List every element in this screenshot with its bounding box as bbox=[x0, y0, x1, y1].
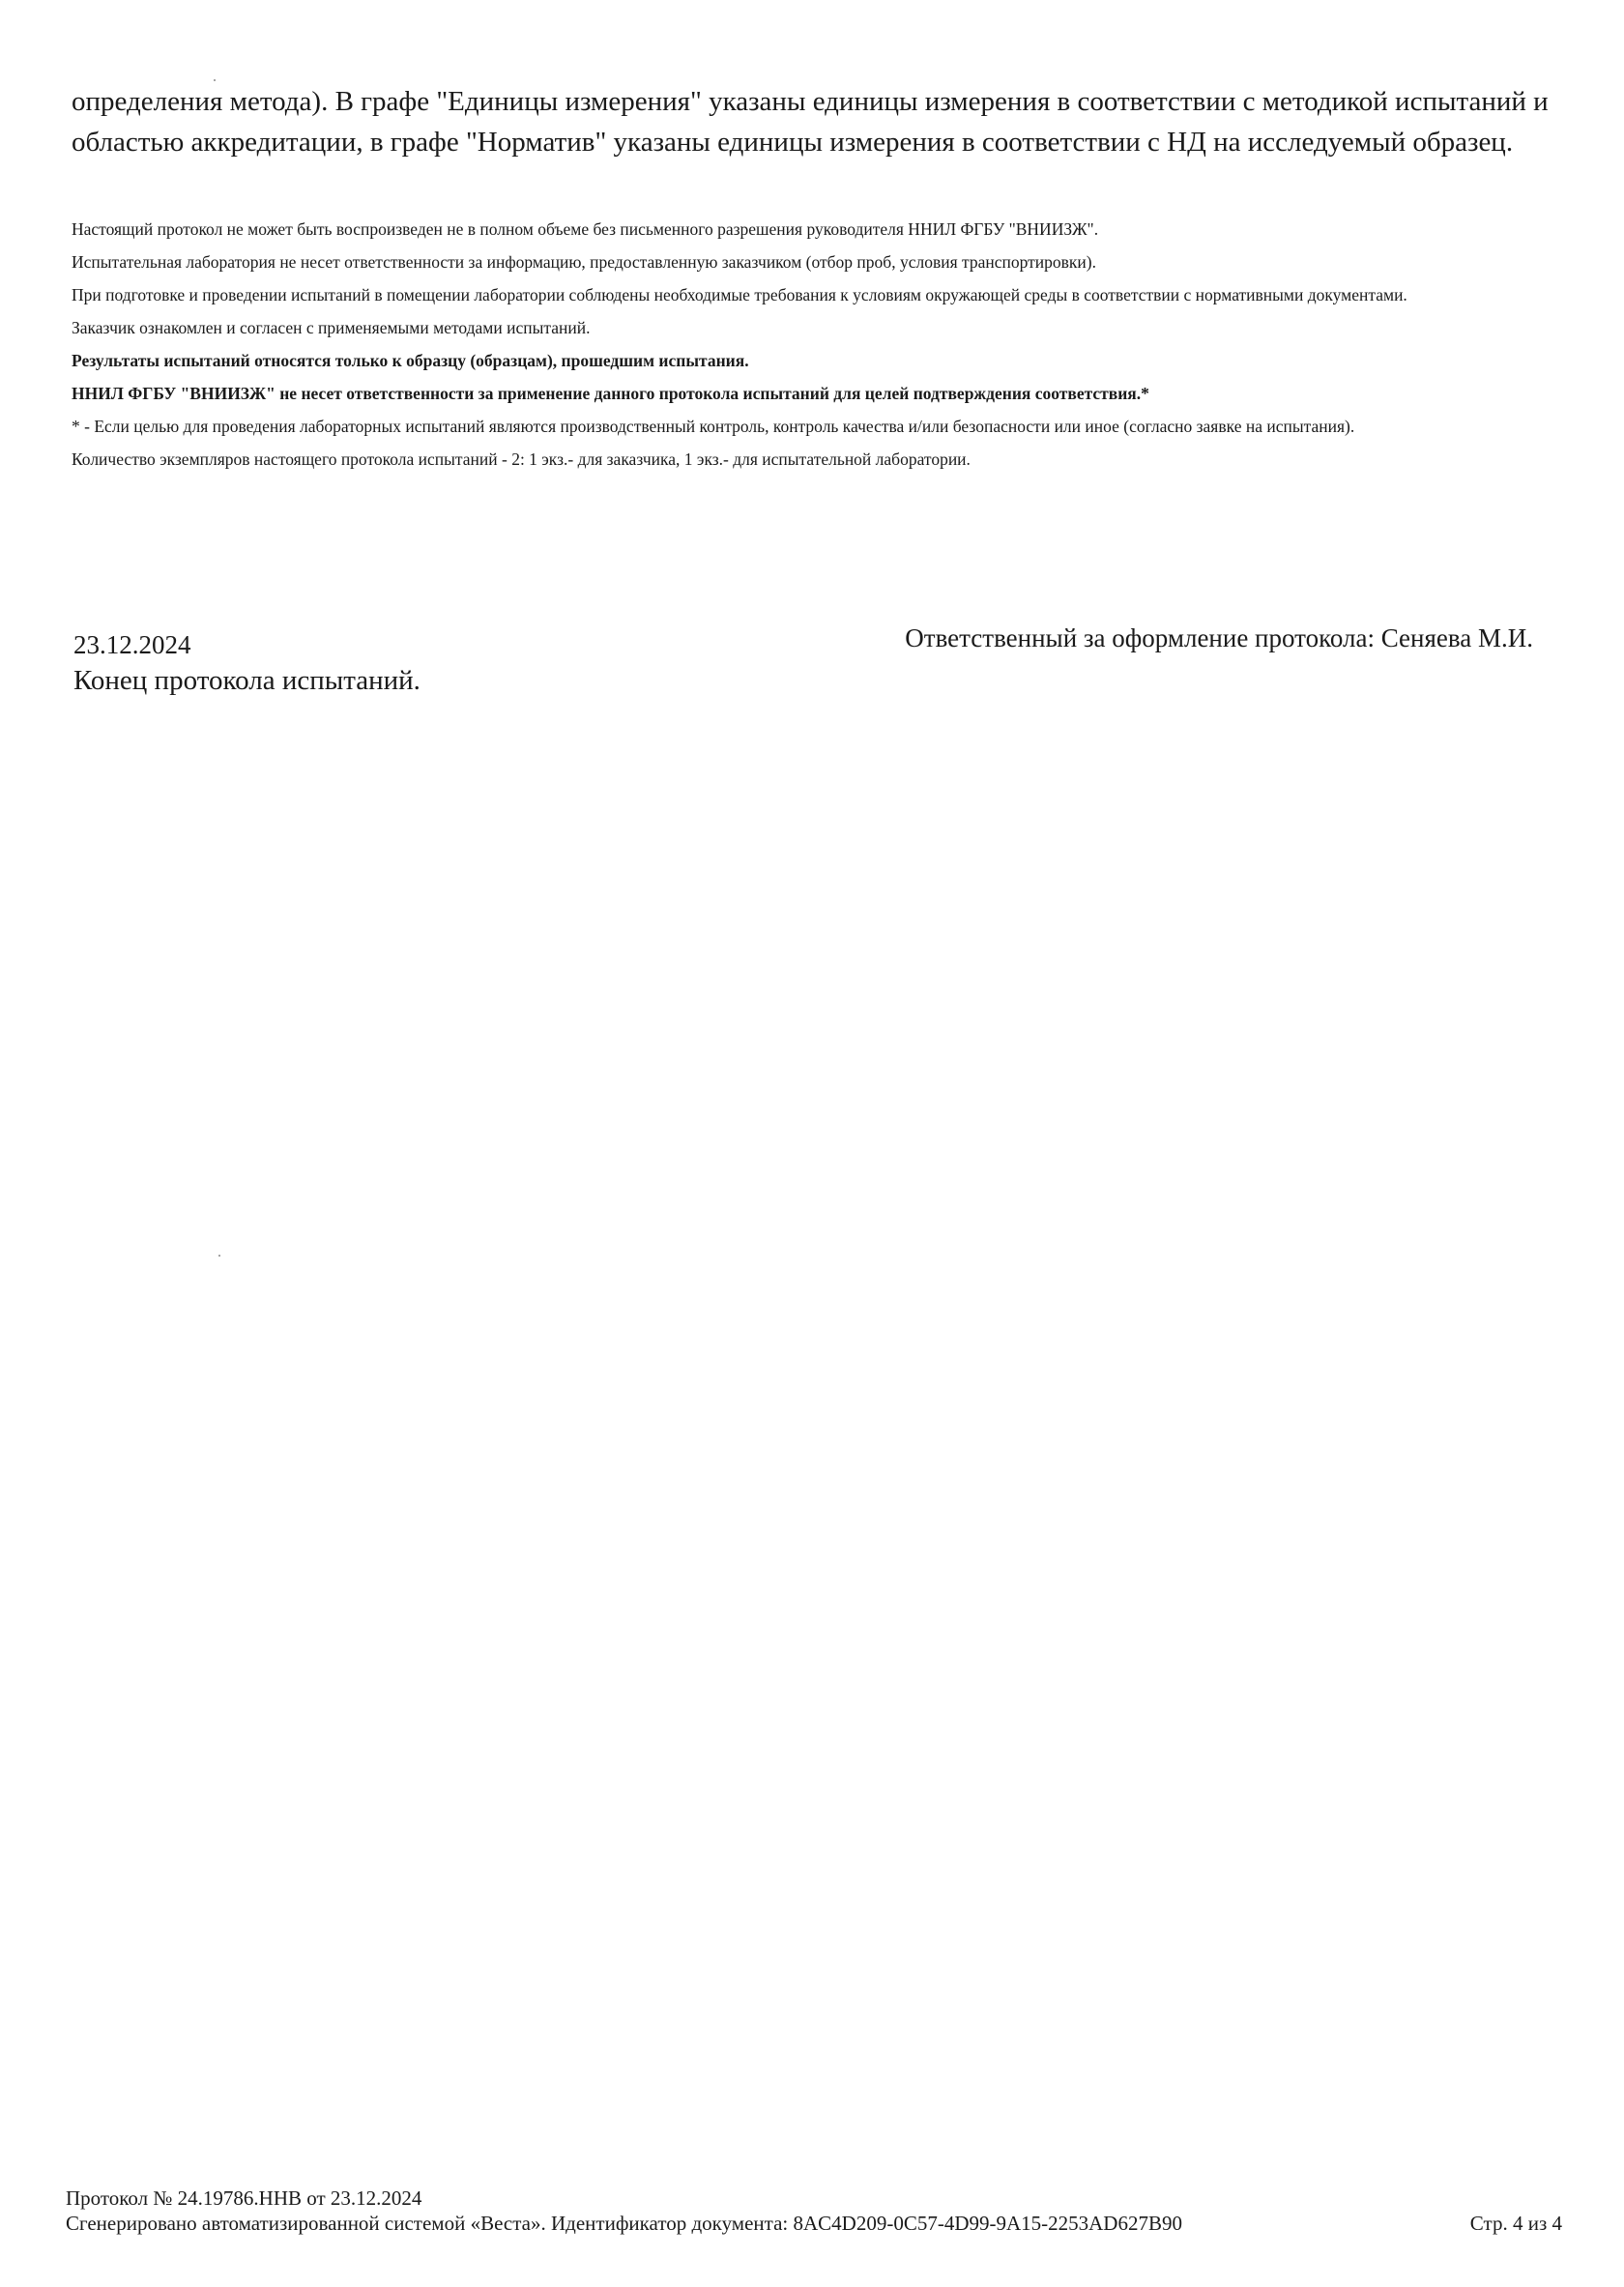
scan-speck bbox=[218, 1255, 220, 1257]
note-methods: Заказчик ознакомлен и согласен с применяемыми методами испытаний. bbox=[72, 318, 591, 337]
page-number: Стр. 4 из 4 bbox=[1469, 2212, 1562, 2235]
end-of-protocol: Конец протокола испытаний. bbox=[73, 665, 420, 696]
protocol-date: 23.12.2024 bbox=[73, 630, 191, 659]
note-copies: Количество экземпляров настоящего протокола испытаний - 2: 1 экз.- для заказчика, 1 экз.- для испытательной лаборатории. bbox=[72, 449, 971, 469]
intro-paragraph: определения метода). В графе "Единицы измерения" указаны единицы измерения в соответствии с методикой испытаний и областью аккредитации, в графе "Норматив" указаны единицы измерения в соответствии с НД на исследуемый образец. bbox=[72, 86, 1549, 158]
note-results: Результаты испытаний относятся только к образцу (образцам), прошедшим испытания. bbox=[72, 351, 749, 370]
footer-protocol-number: Протокол № 24.19786.ННВ от 23.12.2024 bbox=[66, 2186, 422, 2210]
note-conformity: ННИЛ ФГБУ "ВНИИЗЖ" не несет ответственности за применение данного протокола испытаний для целей подтверждения соответствия.* bbox=[72, 384, 1149, 403]
notes-block bbox=[72, 213, 1560, 476]
note-responsibility: Испытательная лаборатория не несет ответственности за информацию, предоставленную заказчиком (отбор проб, условия транспортировки). bbox=[72, 252, 1096, 272]
note-asterisk: * - Если целью для проведения лабораторных испытаний являются производственный контроль, контроль качества и/или безопасности или иное (согласно заявке на испытания). bbox=[72, 417, 1355, 436]
note-reproduction: Настоящий протокол не может быть воспроизведен не в полном объеме без письменного разрешения руководителя ННИЛ ФГБУ "ВНИИЗЖ". bbox=[72, 219, 1099, 239]
responsible-person: Ответственный за оформление протокола: Сеняева М.И. bbox=[905, 623, 1533, 652]
note-conditions: При подготовке и проведении испытаний в помещении лаборатории соблюдены необходимые требования к условиям окружающей среды в соответствии с нормативными документами. bbox=[72, 285, 1407, 304]
scan-speck bbox=[214, 79, 216, 81]
footer-generated-by: Сгенерировано автоматизированной системой «Веста». Идентификатор документа: 8AC4D209-0C57-4D99-9A15-2253AD627B90 bbox=[66, 2212, 1182, 2235]
